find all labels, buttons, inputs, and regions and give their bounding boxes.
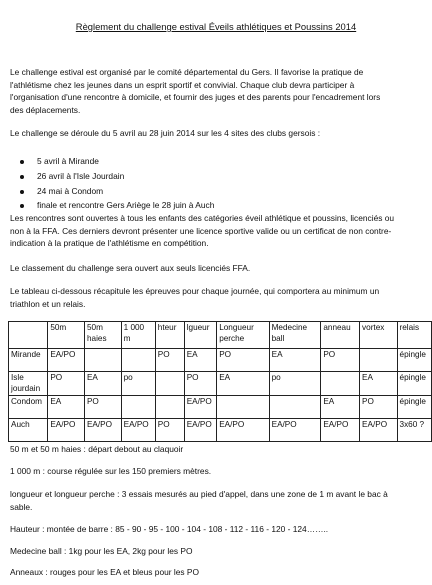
- cell-text: EA/PO: [323, 420, 349, 429]
- table-cell: [217, 396, 269, 419]
- text-line: des déplacements.: [10, 104, 81, 115]
- text-line: Le challenge estival est organisé par le comité départemental du Gers. Il favorise la pratique de: [10, 67, 364, 77]
- table-cell: [9, 419, 48, 442]
- table-cell: [84, 372, 121, 396]
- note-line: 1 000 m : course régulée sur les 150 premiers mètres.: [10, 466, 212, 476]
- note-line: sable.: [10, 502, 33, 512]
- eligibility-paragraph: [10, 212, 420, 250]
- cell-text: vortex: [362, 323, 385, 332]
- text-line: Les rencontres sont ouvertes à tous les enfants des catégories éveil athlétique et poussins, licenciés ou: [10, 213, 395, 223]
- text-line: l'athlétisme chez les jeunes dans un esprit sportif et convivial. Chaque club devra participer à: [10, 79, 355, 90]
- table-row: [9, 396, 432, 419]
- table-cell: [48, 372, 85, 396]
- document-title: Règlement du challenge estival Éveils athlétiques et Poussins 2014: [75, 21, 357, 32]
- table-cell: [321, 396, 360, 419]
- table-cell: [9, 372, 48, 396]
- table-cell: [360, 419, 397, 442]
- cell-text: PO: [86, 397, 99, 406]
- ranking-paragraph: Le classement du challenge sera ouvert aux seuls licenciés FFA.: [10, 263, 251, 273]
- cell-text: PO: [362, 397, 374, 406]
- table-cell: [184, 396, 217, 419]
- table-cell: [269, 372, 321, 396]
- table-cell: [269, 396, 321, 419]
- text-line: l'organisation d'une rencontre à domicile, et fournir des juges et des parents pour l'encadrement lors: [10, 92, 381, 103]
- table-cell: [155, 419, 184, 442]
- table-cell: [121, 322, 155, 349]
- cell-text: m: [123, 333, 131, 343]
- list-item: 24 mai à Condom: [20, 184, 214, 199]
- table-cell: [397, 322, 431, 349]
- cell-text: Medecine: [271, 323, 308, 332]
- cell-text: EA/PO: [50, 420, 76, 429]
- table-cell: [217, 372, 269, 396]
- cell-text: EA: [271, 350, 283, 359]
- cell-text: PO: [186, 373, 199, 382]
- cell-text: PO: [219, 350, 232, 359]
- table-cell: [155, 322, 184, 349]
- table-cell: [155, 372, 184, 396]
- cell-text: EA/PO: [219, 420, 245, 429]
- cell-text: EA/PO: [271, 420, 297, 429]
- table-header-row: [9, 322, 432, 349]
- table-row: [9, 349, 432, 372]
- table-cell: [360, 396, 397, 419]
- table-cell: [48, 396, 85, 419]
- cell-text: po: [123, 373, 133, 382]
- cell-text: 50m: [50, 323, 67, 332]
- cell-text: EA: [219, 373, 231, 382]
- cell-text: EA: [323, 397, 335, 406]
- cell-text: Longueur: [219, 323, 254, 332]
- cell-text: hteur: [157, 323, 177, 332]
- table-cell: [184, 322, 217, 349]
- text-line: non à la FFA. Ces derniers devront présenter une licence sportive valide ou un certificat de non contre-: [10, 225, 392, 236]
- cell-text: 50m: [86, 323, 103, 332]
- table-cell: [121, 349, 155, 372]
- table-cell: [121, 396, 155, 419]
- cell-text: EA/PO: [186, 420, 212, 429]
- table-cell: [360, 322, 397, 349]
- intro-paragraph: [10, 66, 420, 116]
- table-cell: [121, 372, 155, 396]
- table-cell: [360, 372, 397, 396]
- table-cell: [9, 396, 48, 419]
- text-line: indication à la pratique de l'athlétisme en compétition.: [10, 238, 209, 249]
- cell-text: EA/PO: [362, 420, 388, 429]
- table-row: [9, 419, 432, 442]
- table-cell: [360, 349, 397, 372]
- table-cell: [184, 349, 217, 372]
- table-cell: [217, 419, 269, 442]
- cell-text: PO: [50, 373, 63, 382]
- cell-text: perche: [219, 333, 245, 343]
- cell-text: haies: [86, 333, 107, 343]
- text-line: Le tableau ci-dessous récapitule les épreuves pour chaque journée, qui comportera au minimum un: [10, 286, 380, 296]
- note-line: Medecine ball : 1kg pour les EA, 2kg pour les PO: [10, 546, 193, 556]
- text-line: triathlon et un relais.: [10, 298, 86, 309]
- cell-text: EA: [362, 373, 373, 382]
- table-cell: [321, 322, 360, 349]
- table-cell: [184, 419, 217, 442]
- note-line: Anneaux : rouges pour les EA et bleus pour les PO: [10, 567, 200, 577]
- cell-text: EA: [86, 373, 98, 382]
- table-cell: [321, 372, 360, 396]
- table-cell: [48, 419, 85, 442]
- table-cell: [48, 349, 85, 372]
- table-cell: [84, 396, 121, 419]
- table-cell: [121, 419, 155, 442]
- cell-text: épingle: [399, 373, 426, 382]
- table-cell: [84, 349, 121, 372]
- table-cell: [269, 349, 321, 372]
- table-row: [9, 372, 432, 396]
- table-cell: [84, 419, 121, 442]
- cell-text: anneau: [323, 323, 351, 332]
- table-cell: [269, 419, 321, 442]
- cell-text: jourdain: [11, 383, 41, 393]
- cell-text: EA: [186, 350, 198, 359]
- cell-text: PO: [157, 420, 170, 429]
- table-cell: [397, 372, 431, 396]
- table-cell: [397, 419, 431, 442]
- table-cell: [9, 349, 48, 372]
- cell-text: PO: [157, 350, 170, 359]
- note-line: Hauteur : montée de barre : 85 - 90 - 95 - 100 - 104 - 108 - 112 - 116 - 120 - 124……..: [10, 524, 329, 534]
- list-item: 26 avril à l'Isle Jourdain: [20, 169, 214, 184]
- cell-text: EA/PO: [123, 420, 149, 429]
- cell-text: Mirande: [11, 350, 41, 359]
- table-cell: [155, 396, 184, 419]
- table-cell: [217, 322, 269, 349]
- cell-text: 1 000: [123, 323, 145, 332]
- table-cell: [269, 322, 321, 349]
- cell-text: Auch: [11, 420, 30, 429]
- cell-text: relais: [399, 323, 420, 332]
- cell-text: po: [271, 373, 281, 382]
- table-intro-paragraph: [10, 285, 420, 310]
- cell-text: 3x60 ?: [399, 420, 425, 429]
- table-cell: [321, 419, 360, 442]
- cell-text: EA/PO: [50, 350, 76, 359]
- cell-text: EA: [50, 397, 62, 406]
- table-cell: [155, 349, 184, 372]
- schedule-intro: Le challenge se déroule du 5 avril au 28 juin 2014 sur les 4 sites des clubs gersois :: [10, 128, 321, 138]
- table-cell: [84, 322, 121, 349]
- list-item: finale et rencontre Gers Ariège le 28 juin à Auch: [20, 198, 214, 213]
- cell-text: PO: [323, 350, 336, 359]
- cell-text: EA/PO: [86, 420, 112, 429]
- table-cell: [9, 322, 48, 349]
- table-cell: [48, 322, 85, 349]
- cell-text: lgueur: [186, 323, 210, 332]
- cell-text: ball: [271, 333, 285, 343]
- table-cell: [184, 372, 217, 396]
- events-table: [8, 321, 432, 442]
- table-cell: [321, 349, 360, 372]
- cell-text: épingle: [399, 350, 426, 359]
- schedule-list: [20, 154, 214, 213]
- note-line: 50 m et 50 m haies : départ debout au claquoir: [10, 444, 184, 454]
- cell-text: Condom: [11, 397, 42, 406]
- cell-text: épingle: [399, 397, 426, 406]
- table-cell: [397, 396, 431, 419]
- table-cell: [397, 349, 431, 372]
- table-cell: [217, 349, 269, 372]
- cell-text: Isle: [11, 373, 24, 382]
- list-item: 5 avril à Mirande: [20, 154, 214, 169]
- note-line: longueur et longueur perche : 3 essais mesurés au pied d'appel, dans une zone de 1 m avant le bac à: [10, 489, 388, 499]
- cell-text: EA/PO: [186, 397, 212, 406]
